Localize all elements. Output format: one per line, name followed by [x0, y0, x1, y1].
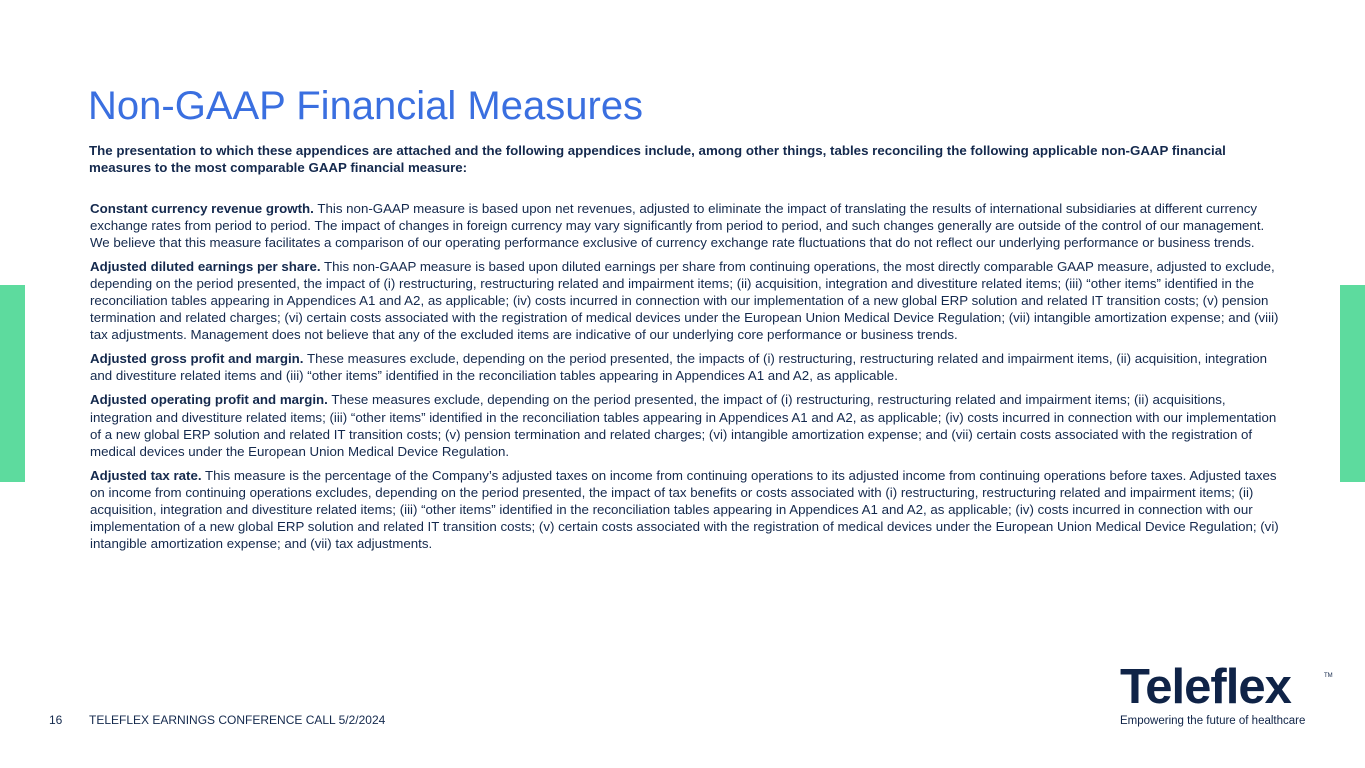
measure-term: Adjusted operating profit and margin.: [90, 392, 328, 408]
logo-wordmark: Teleflex: [1120, 660, 1291, 714]
measure-description: These measures exclude, depending on the period presented, the impacts of (i) restructuring, restructuring related and impairment items, (ii) acquisition, integration and divestiture related items and (iii) “other items” identified in the reconciliation tables appearing in Appendices A1 and A2, as applicable.: [90, 351, 1268, 384]
measure-term: Adjusted tax rate.: [90, 467, 202, 483]
measures-list: [90, 200, 1286, 559]
measure-constant-currency: [90, 200, 1286, 251]
page-title: Non-GAAP Financial Measures: [88, 84, 644, 128]
logo-trademark: TM: [1324, 673, 1333, 679]
left-accent-bar: [0, 285, 25, 482]
teleflex-logo: [1120, 662, 1332, 730]
right-accent-bar: [1340, 285, 1365, 482]
measure-description: This non-GAAP measure is based upon net revenues, adjusted to eliminate the impact of translating the results of international subsidiaries at different currency exchange rates from period to period. The impact of changes in foreign currency may vary significantly from period to period, and such changes generally are outside of the control of our management. We believe that this measure facilitates a comparison of our operating performance exclusive of currency exchange rate fluctuations that do not reflect our underlying performance or business trends.: [90, 201, 1265, 251]
measure-description: These measures exclude, depending on the period presented, the impact of (i) restructuring, restructuring related and impairment items; (ii) acquisitions, integration and divestiture related items; (iii) “other items” identified in the reconciliation tables appearing in Appendices A1 and A2, as applicable; (iv) costs incurred in connection with our implementation of a new global ERP solution and related IT transition costs; (v) pension termination and related charges; (vi) intangible amortization expense; and (vii) certain costs associated with the registration of medical devices under the European Union Medical Device Regulation.: [90, 392, 1277, 459]
measure-adjusted-diluted-eps: [90, 258, 1286, 343]
intro-paragraph: The presentation to which these appendices are attached and the following appendices include, among other things, tables reconciling the following applicable non-GAAP financial measures to the most comparable GAAP financial measure:: [89, 143, 1226, 175]
measure-description: This measure is the percentage of the Company’s adjusted taxes on income from continuing operations to its adjusted income from continuing operations before taxes. Adjusted taxes on income from continuing operations excludes, depending on the period presented, the impact of tax benefits or costs associated with (i) restructuring, restructuring related and impairment items; (ii) acquisition, integration and divestiture related items; (iii) “other items” identified in the reconciliation tables appearing in Appendices A1 and A2, as applicable; (iv) costs incurred in connection with our implementation of a new global ERP solution and related IT transition costs; (v) certain costs associated with the registration of medical devices under the European Union Medical Device Regulation; (vi) intangible amortization expense; and (vii) tax adjustments.: [90, 467, 1279, 551]
measure-term: Constant currency revenue growth.: [90, 201, 314, 216]
measure-description: This non-GAAP measure is based upon diluted earnings per share from continuing operations, the most directly comparable GAAP measure, adjusted to exclude, depending on the period presented, the impact of (i) restructuring, restructuring related and impairment items; (ii) acquisition, integration and divestiture related items; (iii) “other items” identified in the reconciliation tables appearing in Appendices A1 and A2, as applicable; (iv) costs incurred in connection with our implementation of a new global ERP solution and related IT transition costs; (v) pension termination and related charges; (vi) certain costs associated with the registration of medical devices under the European Union Medical Device Regulation; (vii) intangible amortization expense; and (viii) tax adjustments. Management does not believe that any of the excluded items are indicative of our underlying core performance or business trends.: [90, 259, 1279, 343]
measure-term: Adjusted gross profit and margin.: [90, 351, 304, 367]
measure-adjusted-tax-rate: [90, 467, 1286, 552]
measure-adjusted-gross-profit: [90, 350, 1286, 384]
measure-term: Adjusted diluted earnings per share.: [90, 259, 321, 275]
measure-adjusted-operating-profit: [90, 391, 1286, 459]
page-number: 16: [49, 713, 63, 727]
logo-tagline: Empowering the future of healthcare: [1120, 715, 1306, 727]
footer-text: TELEFLEX EARNINGS CONFERENCE CALL 5/2/2024: [89, 713, 386, 727]
